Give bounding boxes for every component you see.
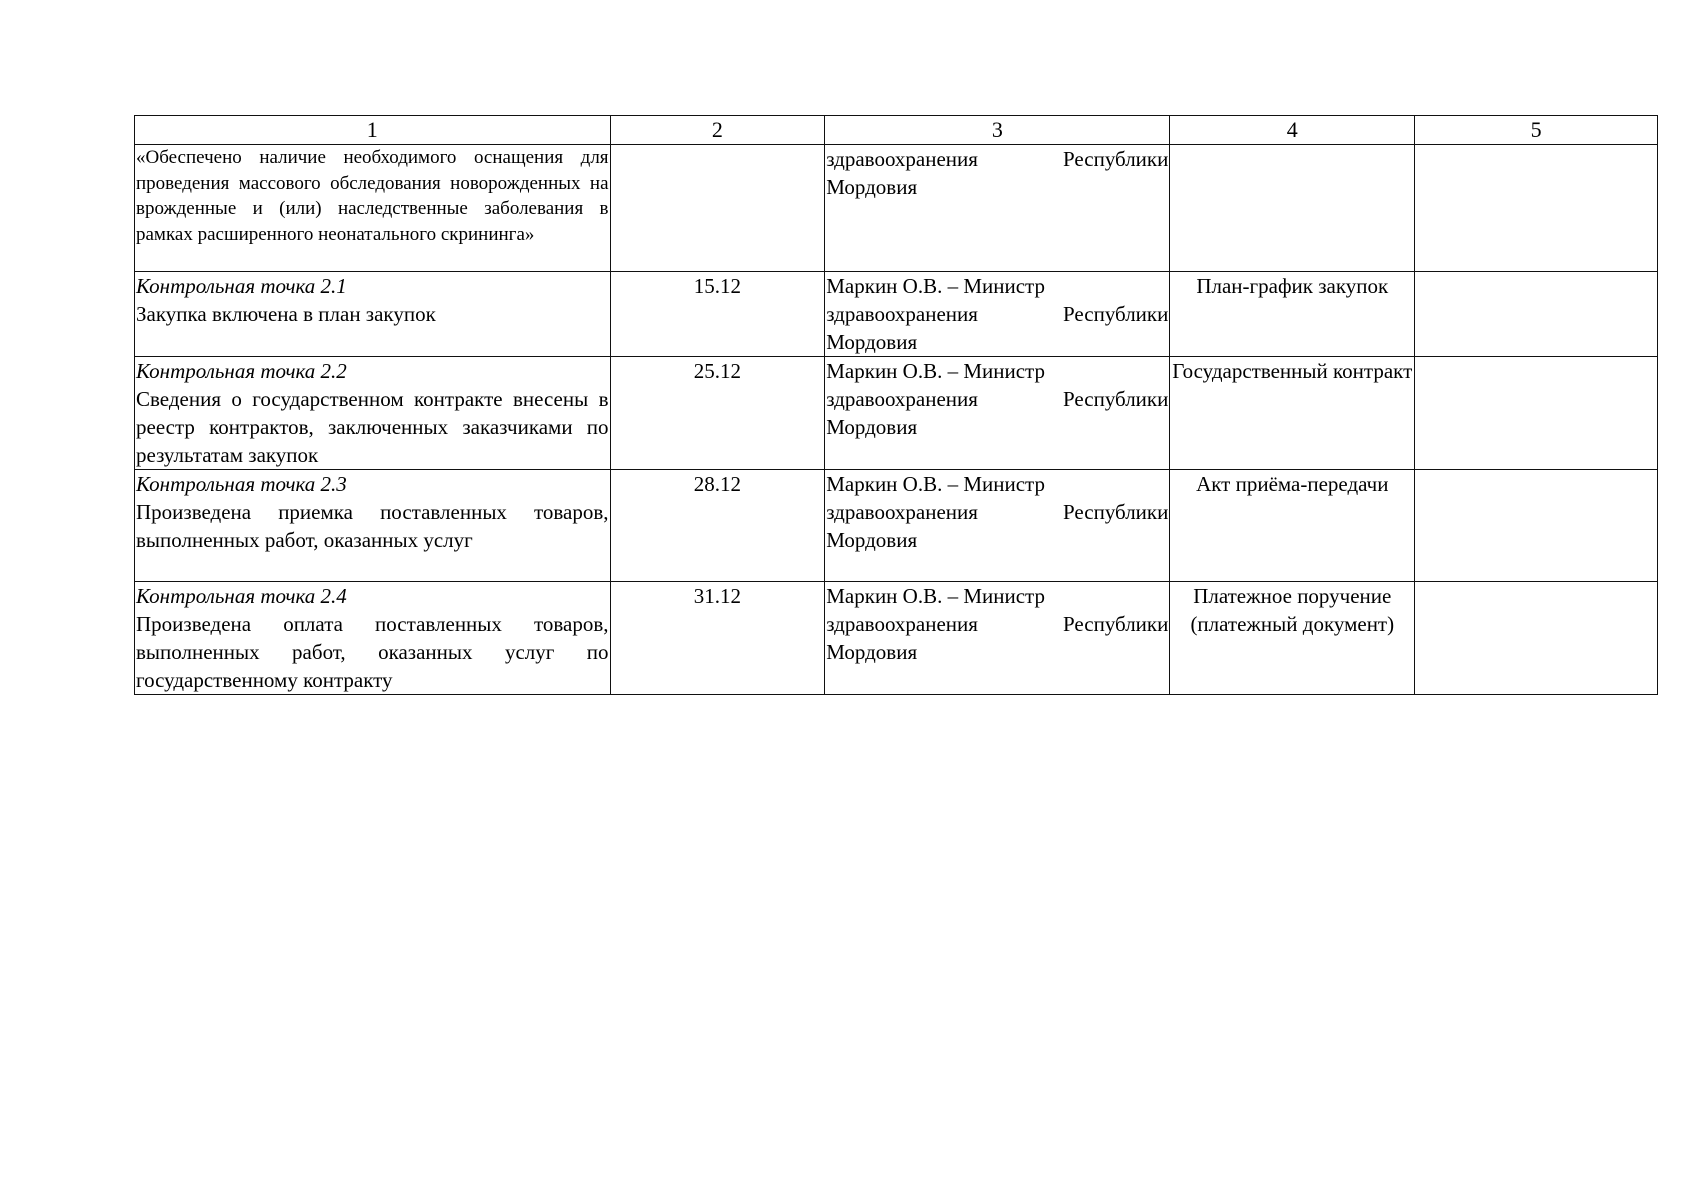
cell-date: 15.12	[610, 272, 825, 357]
cell-date: 28.12	[610, 470, 825, 582]
cell-responsible	[825, 582, 1170, 695]
cell-document: Государственный контракт	[1170, 357, 1415, 470]
responsible-line: Мордовия	[826, 640, 918, 664]
control-points-table	[134, 115, 1658, 695]
cell-document: План-график закупок	[1170, 272, 1415, 357]
table-row	[135, 470, 1658, 582]
cell-extra	[1415, 357, 1658, 470]
cell-extra	[1415, 470, 1658, 582]
cell-date	[610, 145, 825, 272]
cell-description	[135, 272, 611, 357]
cell-responsible	[825, 145, 1170, 272]
responsible-line: здравоохранения Республики	[826, 302, 1169, 326]
responsible-line: здравоохранения Республики	[826, 612, 1169, 636]
responsible-line: Маркин О.В. – Министр	[826, 359, 1045, 383]
cell-description	[135, 582, 611, 695]
control-point-title: Контрольная точка 2.4	[136, 584, 347, 608]
column-header-3: 3	[825, 116, 1170, 145]
column-header-1: 1	[135, 116, 611, 145]
control-point-text: Произведена оплата поставленных товаров, выполненных работ, оказанных услуг по государственному контракту	[136, 612, 609, 692]
table-row	[135, 272, 1658, 357]
control-point-title: Контрольная точка 2.1	[136, 274, 347, 298]
cell-date: 25.12	[610, 357, 825, 470]
cell-document: Платежное поручение (платежный документ)	[1170, 582, 1415, 695]
cell-document	[1170, 145, 1415, 272]
control-point-text: Закупка включена в план закупок	[136, 302, 436, 326]
cell-description	[135, 145, 611, 272]
responsible-line: здравоохранения Республики	[826, 147, 1169, 171]
table-row	[135, 357, 1658, 470]
responsible-line: Маркин О.В. – Министр	[826, 472, 1045, 496]
responsible-line: Мордовия	[826, 175, 918, 199]
control-point-title: Контрольная точка 2.3	[136, 472, 347, 496]
cell-extra	[1415, 145, 1658, 272]
control-point-title: Контрольная точка 2.2	[136, 359, 347, 383]
table-row-continued	[135, 145, 1658, 272]
responsible-line: Мордовия	[826, 330, 918, 354]
responsible-line: здравоохранения Республики	[826, 500, 1169, 524]
cell-responsible	[825, 272, 1170, 357]
column-header-5: 5	[1415, 116, 1658, 145]
table-row	[135, 582, 1658, 695]
column-header-4: 4	[1170, 116, 1415, 145]
column-header-2: 2	[610, 116, 825, 145]
control-point-text: Произведена приемка поставленных товаров, выполненных работ, оказанных услуг	[136, 500, 609, 552]
control-point-text: Сведения о государственном контракте внесены в реестр контрактов, заключенных заказчиками по результатам закупок	[136, 387, 609, 467]
responsible-line: здравоохранения Республики	[826, 387, 1169, 411]
header-row	[135, 116, 1658, 145]
cell-date: 31.12	[610, 582, 825, 695]
responsible-line: Маркин О.В. – Министр	[826, 274, 1045, 298]
responsible-line: Маркин О.В. – Министр	[826, 584, 1045, 608]
cell-document: Акт приёма-передачи	[1170, 470, 1415, 582]
cell-description	[135, 470, 611, 582]
cell-extra	[1415, 582, 1658, 695]
responsible-line: Мордовия	[826, 528, 918, 552]
cell-description	[135, 357, 611, 470]
cell-responsible	[825, 357, 1170, 470]
continued-description: «Обеспечено наличие необходимого оснащения для проведения массового обследования новорожденных на врожденные и (или) наследственные заболевания в рамках расширенного неонатального скрининга»	[136, 147, 609, 245]
cell-extra	[1415, 272, 1658, 357]
cell-responsible	[825, 470, 1170, 582]
responsible-line: Мордовия	[826, 415, 918, 439]
